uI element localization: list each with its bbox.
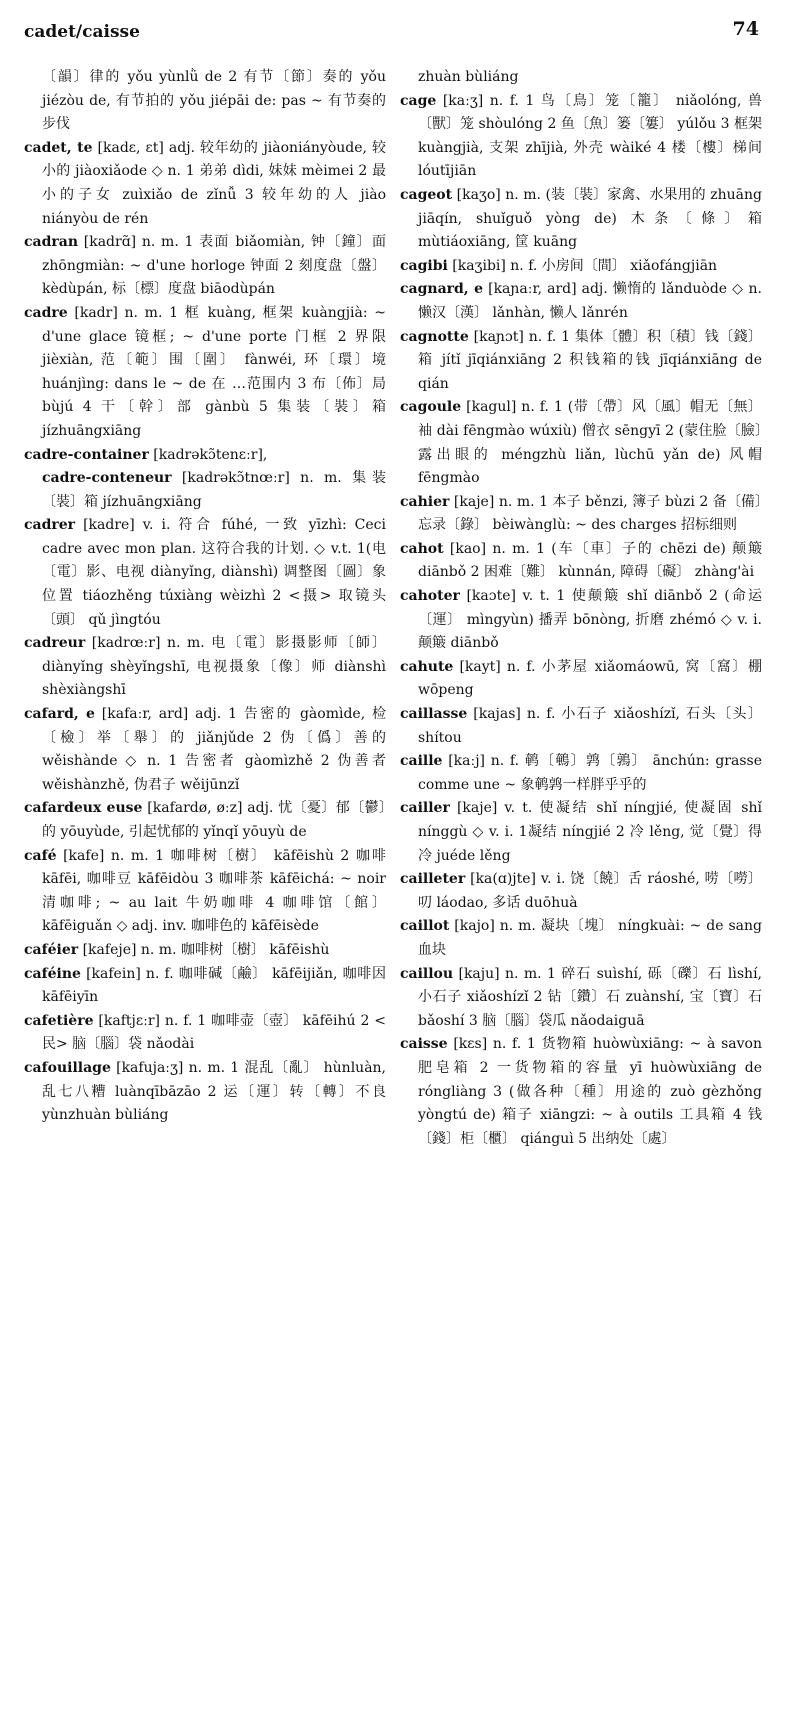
entry-definition: [kafujaːʒ] n. m. 1 混乱〔亂〕 hùnluàn, 乱七八糟 luànqībāzāo 2 运〔運〕转〔轉〕不良 yùnzhuàn bùliáng [42, 1059, 387, 1124]
entry-headword: cahute [400, 658, 454, 675]
entry-definition: [kafe] n. m. 1 咖啡树〔樹〕 kāfēishù 2 咖啡 kāfēi, 咖啡豆 kāfēidòu 3 咖啡茶 kāfēichá: ~ noir 清咖啡; ~ au lait 牛奶咖啡 4 咖啡馆〔館〕 kāfēiguǎn ◇ adj. inv. 咖啡色的 kāfēisède [42, 847, 386, 935]
dictionary-entry [24, 514, 386, 632]
entry-definition: [kafein] n. f. 咖啡碱〔鹼〕 kāfēijiǎn, 咖啡因 kāfēiyīn [42, 965, 386, 1006]
entry-definition: [kaje] n. m. 1 本子 běnzi, 簿子 bùzi 2 备〔備〕忘录〔錄〕 bèiwànglù: ~ des charges 招标细则 [418, 493, 762, 534]
dictionary-entry [400, 90, 762, 184]
entry-headword: caillasse [400, 706, 468, 723]
dictionary-entry [400, 255, 762, 279]
entry-definition: [kafeje] n. m. 咖啡树〔樹〕 kāfēishù [82, 941, 330, 958]
dictionary-entry [24, 845, 386, 939]
header-guide-words: cadet/caisse [24, 22, 140, 42]
entry-definition: [kafardø, øːz] adj. 忧〔憂〕郁〔鬱〕的 yōuyùde, 引起忧郁的 yǐnqǐ yōuyù de [42, 800, 386, 840]
dictionary-entry [24, 444, 386, 468]
dictionary-entry [24, 231, 386, 302]
entry-headword: caféier [24, 941, 79, 958]
dictionary-entry [24, 632, 386, 703]
entry-headword: cagibi [400, 257, 448, 274]
entry-headword: cadreur [24, 635, 86, 652]
entry-headword: cadrer [24, 517, 76, 534]
dictionary-entry [400, 278, 762, 325]
dictionary-entry [24, 1010, 386, 1057]
entry-definition: zhuàn bùliáng [418, 69, 519, 85]
entry-headword: cadre [24, 304, 68, 321]
entry-headword: caisse [400, 1036, 448, 1053]
dictionary-entry [24, 1057, 386, 1128]
entry-headword: cahier [400, 493, 450, 510]
entry-headword: cafetière [24, 1012, 94, 1029]
dictionary-entry [24, 66, 386, 137]
entry-headword: cadran [24, 234, 79, 251]
dictionary-entry [24, 703, 386, 797]
page-number: 74 [732, 18, 759, 40]
dictionary-entry [400, 703, 762, 750]
entry-headword: caféine [24, 965, 81, 982]
dictionary-entry [400, 326, 762, 397]
dictionary-entry [400, 66, 762, 90]
entry-headword: cahoter [400, 588, 460, 605]
entry-headword: cage [400, 92, 437, 109]
entry-definition: [kadrəkɔ̃tnœːr] n. m. 集装〔裝〕箱 jízhuāngxiāng [42, 470, 386, 510]
dictionary-entry [400, 396, 762, 490]
entry-definition: [kaju] n. m. 1 碎石 suìshí, 砾〔礫〕石 lìshí, 小石子 xiǎoshízǐ 2 钻〔鑽〕石 zuànshí, 宝〔寶〕石 bǎoshí 3 脑〔腦〕袋瓜 nǎodaiguā [418, 965, 762, 1029]
entry-headword: cagnotte [400, 328, 469, 345]
entry-definition: [kayt] n. f. 小茅屋 xiǎomáowū, 窝〔窩〕棚 wōpeng [418, 658, 763, 699]
entry-definition: [kaje] v. t. 使凝结 shǐ níngjié, 使凝固 shǐ nínggù ◇ v. i. 1凝结 níngjié 2 冷 lěng, 觉〔覺〕得冷 juéde lěng [418, 800, 762, 864]
dictionary-entry [400, 750, 762, 797]
entry-headword: cahot [400, 540, 444, 557]
entry-headword: café [24, 847, 57, 864]
entry-definition: [ka(ɑ)jte] v. i. 饶〔饒〕舌 ráoshé, 唠〔嘮〕叨 láodao, 多话 duōhuà [418, 871, 762, 911]
entry-headword: cagnard, e [400, 281, 484, 298]
dictionary-entry [400, 915, 762, 962]
left-column [24, 66, 386, 1128]
entry-definition: [kadre] v. i. 符合 fúhé, 一致 yīzhì: Ceci cadre avec mon plan. 这符合我的计划. ◇ v.t. 1(电〔電〕影、电视 diànyǐng, diànshì) 调整图〔圖〕象位置 tiáozhěng túxiàng wèizhì 2 <摄> 取镜头〔頭〕 qǔ jìngtóu [42, 517, 386, 628]
entry-definition: [kagul] n. f. 1 (带〔帶〕风〔風〕帽无〔無〕袖 dài fēngmào wúxiù) 僧衣 sēngyī 2 (蒙住脸〔臉〕露出眼的 méngzhù liǎn, lùchū yǎn de) 风帽 fēngmào [418, 399, 763, 487]
entry-headword: caille [400, 753, 443, 770]
entry-headword: cafard, e [24, 706, 95, 723]
dictionary-entry [24, 939, 386, 963]
entry-definition: [kadrəkɔ̃tenɛːr], [153, 446, 268, 463]
entry-headword: cadet, te [24, 139, 93, 156]
entry-definition: [kɛs] n. f. 1 货物箱 huòwùxiāng: ~ à savon 肥皂箱 2 一货物箱的容量 yī huòwùxiāng de róngliàng 3 (做各种〔種〕用途的 zuò gèzhǒng yòngtú de) 箱子 xiāngzi: ~ à outils 工具箱 4 钱〔錢〕柜〔櫃〕 qiánguì 5 出纳处〔處〕 [418, 1036, 762, 1147]
entry-definition: 〔韻〕律的 yǒu yùnlǜ de 2 有节〔節〕奏的 yǒu jiézòu de, 有节拍的 yǒu jiépāi de: pas ~ 有节奏的步伐 [42, 69, 386, 133]
dictionary-entry [400, 585, 762, 656]
entry-definition: [kadɛ, ɛt] adj. 较年幼的 jiàoniányòude, 较小的 jiàoxiǎode ◇ n. 1 弟弟 dìdi, 妹妹 mèimei 2 最小的子女 zuìxiǎo de zǐnǚ 3 较年幼的人 jiào niányòu de rén [42, 139, 387, 227]
dictionary-entry [400, 656, 762, 703]
dictionary-entry [24, 137, 386, 231]
dictionary-entry [24, 963, 386, 1010]
entry-definition: [kaʒo] n. m. (装〔裝〕家禽、水果用的 zhuāng jiāqín, shuǐguǒ yòng de) 木条〔條〕箱 mùtiáoxiāng, 筐 kuāng [418, 186, 763, 251]
entry-definition: [kaɲɔt] n. f. 1 集体〔體〕积〔積〕钱〔錢〕箱 jítǐ jīqiánxiāng 2 积钱箱的钱 jīqiánxiāng de qián [418, 328, 763, 392]
dictionary-entry [400, 184, 762, 255]
dictionary-entry [400, 868, 762, 915]
entry-headword: cadre-container [24, 446, 149, 463]
dictionary-entry [24, 797, 386, 844]
entry-definition: [kaɔte] v. t. 1 使颠簸 shǐ diānbǒ 2 (命运〔運〕 mìngyùn) 播弄 bōnòng, 折磨 zhémó ◇ v. i. 颠簸 diānbǒ [418, 588, 763, 652]
entry-headword: cafouillage [24, 1059, 111, 1076]
entry-definition: [kaɲaːr, ard] adj. 懒惰的 lǎnduòde ◇ n. 懒汉〔漢〕 lǎnhàn, 懒人 lǎnrén [418, 281, 762, 321]
entry-definition: [kaːʒ] n. f. 1 鸟〔鳥〕笼〔籠〕 niǎolóng, 兽〔獸〕笼 shòulóng 2 鱼〔魚〕篓〔簍〕 yúlǒu 3 框架 kuàngjià, 支架 zhījià, 外壳 wàiké 4 楼〔樓〕梯间 lóutījiān [418, 92, 763, 180]
entry-definition: [kaftjɛːr] n. f. 1 咖啡壶〔壺〕 kāfēihú 2 <民> 脑〔腦〕袋 nǎodài [42, 1012, 386, 1053]
entry-headword: cageot [400, 186, 453, 203]
entry-headword: cailler [400, 800, 450, 817]
entry-headword: cailleter [400, 871, 466, 888]
dictionary-entry [24, 467, 386, 514]
entry-definition: [kadrœːr] n. m. 电〔電〕影摄影师〔師〕 diànyǐng shèyǐngshī, 电视摄象〔像〕师 diànshì shèxiàngshī [42, 635, 386, 699]
entry-definition: [kajo] n. m. 凝块〔塊〕 níngkuài: ~ de sang 血块 [418, 918, 762, 958]
entry-headword: cagoule [400, 399, 462, 416]
dictionary-entry [400, 963, 762, 1034]
entry-headword: caillou [400, 965, 454, 982]
entry-definition: [kaʒibi] n. f. 小房间〔間〕 xiǎofángjiān [452, 257, 718, 274]
dictionary-entry [400, 491, 762, 538]
entry-definition: [kadrɑ̃] n. m. 1 表面 biǎomiàn, 钟〔鐘〕面 zhōngmiàn: ~ d'une horloge 钟面 2 刻度盘〔盤〕kèdùpán, 标〔標〕度盘 biāodùpán [42, 234, 387, 298]
entry-headword: caillot [400, 918, 450, 935]
right-column [400, 66, 762, 1151]
dictionary-entry [400, 1033, 762, 1151]
dictionary-entry [400, 797, 762, 868]
dictionary-entry [400, 538, 762, 585]
entry-headword: cafardeux euse [24, 800, 143, 817]
dictionary-entry [24, 302, 386, 444]
entry-definition: [kao] n. m. 1 (车〔車〕子的 chēzi de) 颠簸 diānbǒ 2 困难〔難〕 kùnnán, 障碍〔礙〕 zhàng'ài [418, 540, 763, 581]
entry-headword: cadre-conteneur [42, 470, 172, 487]
entry-definition: [kajas] n. f. 小石子 xiǎoshízǐ, 石头〔头〕 shítou [418, 706, 763, 746]
entry-definition: [kadr] n. m. 1 框 kuàng, 框架 kuàngjià: ~ d'une glace 镜框; ~ d'une porte 门框 2 界限 jièxiàn, 范〔範〕围〔圍〕 fànwéi, 环〔環〕境 huánjìng: dans le ~ de 在 …范围内 3 布〔佈〕局 bùjú 4 干〔幹〕部 gànbù 5 集装〔裝〕箱 jízhuāngxiāng [42, 304, 387, 439]
entry-definition: [kaːj] n. f. 鹌〔鵪〕鹑〔鶉〕 ānchún: grasse comme une ~ 象鹌鹑一样胖乎乎的 [418, 753, 763, 793]
entry-definition: [kafaːr, ard] adj. 1 告密的 gàomìde, 检〔檢〕举〔舉〕的 jiǎnjǔde 2 伪〔僞〕善的 wěishànde ◇ n. 1 告密者 gàomìzhě 2 伪善者 wěishànzhě, 伪君子 wěijūnzǐ [42, 706, 387, 793]
